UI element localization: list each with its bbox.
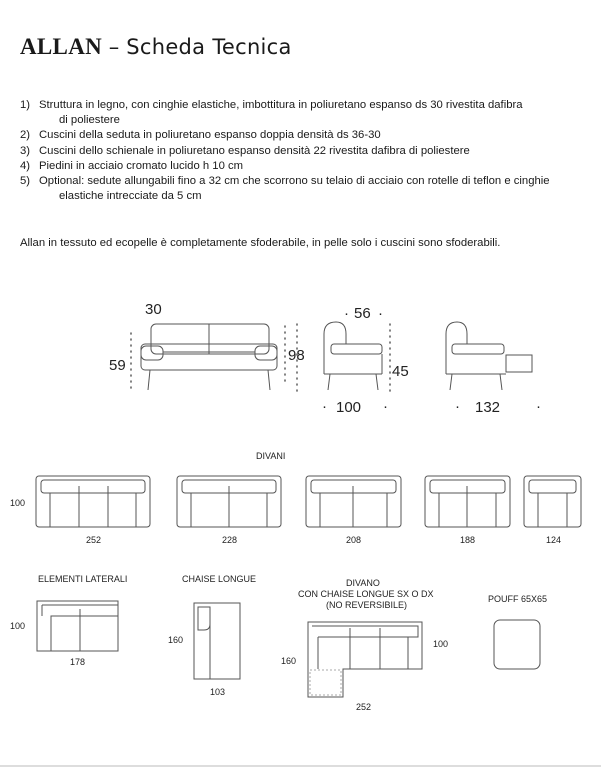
side-elements-height: 100 bbox=[10, 621, 26, 631]
extended-view-drawing bbox=[446, 322, 532, 390]
spec-number: 3) bbox=[20, 144, 31, 157]
sofa-252-drawing bbox=[36, 476, 150, 527]
sofa-chaise-title-line1: DIVANO bbox=[346, 578, 380, 588]
spec-text-continued: di poliestere bbox=[59, 114, 120, 127]
pouff-title: POUFF 65X65 bbox=[488, 594, 548, 604]
spec-number: 4) bbox=[20, 159, 31, 172]
chaise-longue-title: CHAISE LONGUE bbox=[182, 574, 257, 584]
dimension-dot: · bbox=[455, 398, 460, 415]
dimension-dot: · bbox=[536, 398, 541, 415]
extended-width-dimension: 132 bbox=[475, 399, 501, 416]
side-total-height-dimension: 98 bbox=[288, 347, 305, 364]
spec-text: Struttura in legno, con cinghie elastiche, imbottitura in poliuretano espanso ds 30 rivestita dafibra bbox=[39, 99, 523, 111]
title-subtitle: Scheda Tecnica bbox=[126, 35, 292, 59]
spec-text-continued: elastiche intrecciate da 5 cm bbox=[59, 190, 202, 203]
sofa-width-252: 252 bbox=[86, 535, 102, 545]
armchair-124-drawing bbox=[524, 476, 581, 527]
chaise-longue-drawing bbox=[194, 603, 240, 679]
side-depth-dimension: 56 bbox=[354, 305, 371, 322]
side-elements-width: 178 bbox=[70, 657, 86, 667]
dimension-dot: · bbox=[344, 305, 349, 322]
sofa-chaise-title-line2: CON CHAISE LONGUE SX O DX bbox=[298, 589, 434, 599]
spec-number: 5) bbox=[20, 175, 31, 188]
front-height-dimension: 59 bbox=[109, 357, 126, 374]
sofa-chaise-title-line3: (NO REVERSIBILE) bbox=[326, 600, 408, 610]
dimension-dot: · bbox=[378, 305, 383, 322]
armchair-width-124: 124 bbox=[546, 535, 562, 545]
sofa-228-drawing bbox=[177, 476, 281, 527]
sofa-208-drawing bbox=[306, 476, 401, 527]
spec-number: 1) bbox=[20, 99, 31, 111]
sofa-width-208: 208 bbox=[346, 535, 362, 545]
chaise-longue-width: 103 bbox=[210, 687, 226, 697]
sofa-188-drawing bbox=[425, 476, 510, 527]
side-seat-height-dimension: 45 bbox=[392, 363, 409, 380]
chaise-longue-height: 160 bbox=[168, 635, 184, 645]
sofa-chaise-width: 252 bbox=[356, 702, 372, 712]
upholstery-note: Allan in tessuto ed ecopelle è completamente sfoderabile, in pelle solo i cuscini sono sfoderabili. bbox=[20, 237, 501, 249]
brand-name: ALLAN bbox=[20, 34, 103, 59]
divani-height-dimension: 100 bbox=[10, 498, 26, 508]
side-elements-title: ELEMENTI LATERALI bbox=[38, 574, 128, 584]
title-separator: – bbox=[108, 35, 120, 59]
dimension-dot: · bbox=[383, 398, 388, 415]
sofa-with-chaise-drawing bbox=[308, 622, 422, 697]
sofa-chaise-height-right: 100 bbox=[433, 639, 449, 649]
side-width-dimension: 100 bbox=[336, 399, 362, 416]
pouff-drawing bbox=[494, 620, 540, 669]
spec-text: Piedini in acciaio cromato lucido h 10 cm bbox=[39, 159, 244, 172]
sofa-chaise-height-left: 160 bbox=[281, 656, 297, 666]
spec-text: Optional: sedute allungabili fino a 32 cm che scorrono su telaio di acciaio con rotelle di teflon e cinghie bbox=[39, 175, 550, 188]
spec-text: Cuscini dello schienale in poliuretano espanso densità 22 rivestita dafibra di poliestere bbox=[39, 144, 470, 157]
front-top-dimension: 30 bbox=[145, 301, 162, 318]
side-element-drawing bbox=[37, 601, 118, 651]
sofa-width-228: 228 bbox=[222, 535, 238, 545]
sofa-width-188: 188 bbox=[460, 535, 476, 545]
side-view-drawing bbox=[324, 322, 382, 390]
dimension-dot: · bbox=[322, 398, 327, 415]
front-view-drawing bbox=[141, 324, 277, 390]
divani-title: DIVANI bbox=[256, 451, 286, 461]
spec-text: Cuscini della seduta in poliuretano espanso doppia densità ds 36-30 bbox=[39, 129, 381, 142]
spec-number: 2) bbox=[20, 129, 31, 142]
